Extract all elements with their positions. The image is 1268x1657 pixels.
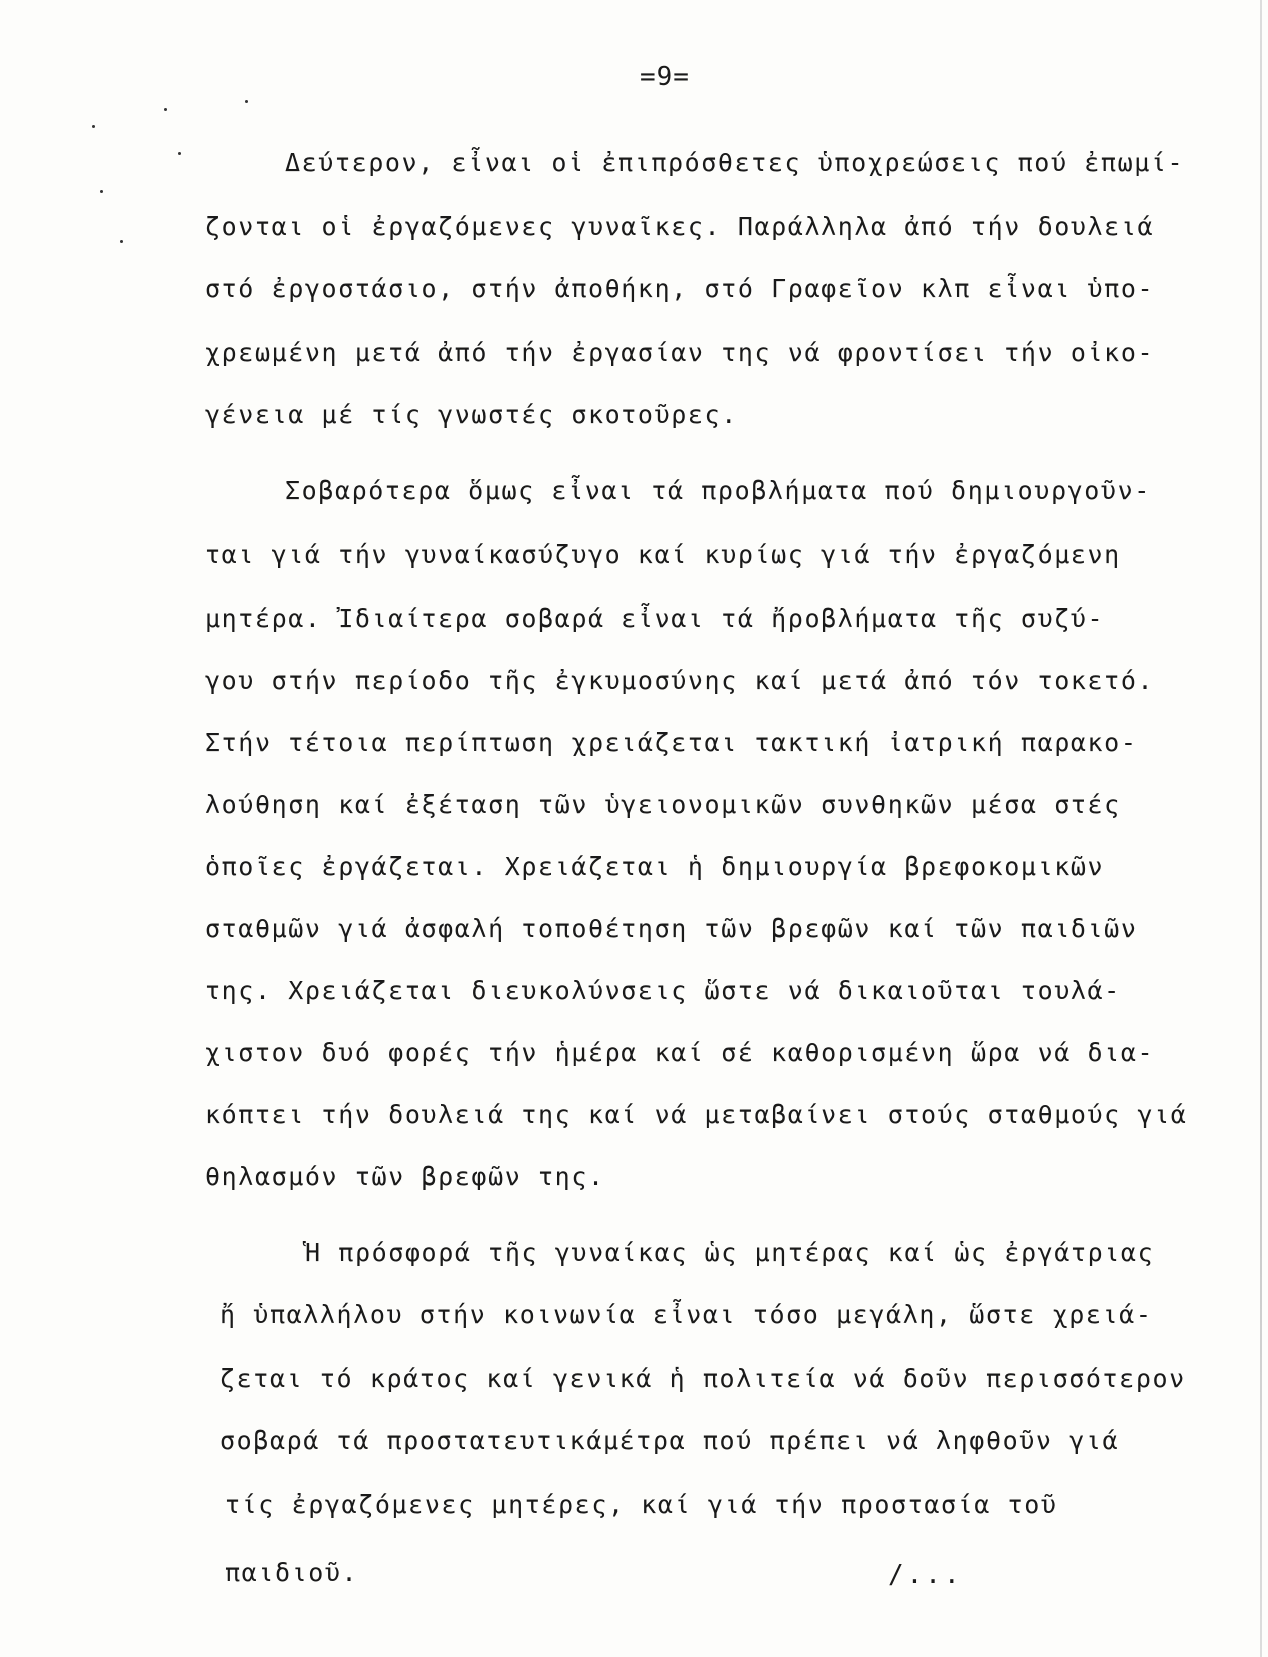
text-line: Δεύτερον, εἶναι οἱ ἐπιπρόσθετες ὑποχρεώσεις πού ἐπωμί-: [285, 148, 1185, 177]
text-line: κόπτει τήν δουλειά της καί νά μεταβαίνει στούς σταθμούς γιά: [205, 1100, 1188, 1129]
continuation-mark: /...: [888, 1560, 963, 1590]
text-line: ται γιά τήν γυναίκασύζυγο καί κυρίως γιά τήν ἐργαζόμενη: [205, 540, 1121, 569]
scan-speck: [164, 108, 167, 111]
text-line: τίς ἐργαζόμενες μητέρες, καί γιά τήν προστασία τοῦ: [225, 1490, 1058, 1519]
scan-speck: [92, 125, 95, 128]
text-line: Ἡ πρόσφορά τῆς γυναίκας ὡς μητέρας καί ὡς ἐργάτριας: [305, 1238, 1155, 1267]
text-line: ἤ ὑπαλλήλου στήν κοινωνία εἶναι τόσο μεγάλη, ὥστε χρειά-: [220, 1300, 1153, 1329]
text-line: σταθμῶν γιά ἀσφαλή τοποθέτηση τῶν βρεφῶν καί τῶν παιδιῶν: [205, 914, 1138, 943]
scan-speck: [120, 240, 123, 243]
scan-edge: [1260, 0, 1262, 1657]
text-line: ζεται τό κράτος καί γενικά ἡ πολιτεία νά δοῦν περισσότερον: [220, 1364, 1186, 1393]
text-line: χιστον δυό φορές τήν ἡμέρα καί σέ καθορισμένη ὥρα νά δια-: [205, 1038, 1155, 1067]
text-line: παιδιοῦ.: [225, 1558, 359, 1587]
scan-speck: [245, 100, 248, 103]
text-line: της. Χρειάζεται διευκολύνσεις ὥστε νά δικαιοῦται τουλά-: [205, 976, 1121, 1005]
text-line: χρεωμένη μετά ἀπό τήν ἐργασίαν της νά φροντίσει τήν οἰκο-: [205, 338, 1155, 367]
text-line: ὁποῖες ἐργάζεται. Χρειάζεται ἡ δημιουργία βρεφοκομικῶν: [205, 852, 1105, 881]
text-line: γου στήν περίοδο τῆς ἐγκυμοσύνης καί μετά ἀπό τόν τοκετό.: [205, 666, 1155, 695]
text-line: γένεια μέ τίς γνωστές σκοτοῦρες.: [205, 400, 738, 429]
text-line: θηλασμόν τῶν βρεφῶν της.: [205, 1162, 605, 1191]
text-line: σοβαρά τά προστατευτικάμέτρα πού πρέπει νά ληφθοῦν γιά: [220, 1426, 1120, 1455]
text-line: Σοβαρότερα ὅμως εἶναι τά προβλήματα πού δημιουργοῦν-: [285, 476, 1151, 505]
page-number: =9=: [640, 62, 690, 92]
text-line: ζονται οἱ ἐργαζόμενες γυναῖκες. Παράλληλα ἀπό τήν δουλειά: [205, 212, 1155, 241]
text-line: λούθηση καί ἐξέταση τῶν ὑγειονομικῶν συνθηκῶν μέσα στές: [205, 790, 1121, 819]
text-line: μητέρα. Ἰδιαίτερα σοβαρά εἶναι τά ἤροβλήματα τῆς συζύ-: [205, 604, 1105, 633]
text-line: στό ἐργοστάσιο, στήν ἀποθήκη, στό Γραφεῖον κλπ εἶναι ὑπο-: [205, 274, 1155, 303]
text-line: Στήν τέτοια περίπτωση χρειάζεται τακτική ἰατρική παρακο-: [205, 728, 1138, 757]
scan-speck: [178, 152, 181, 155]
scan-speck: [100, 190, 103, 193]
